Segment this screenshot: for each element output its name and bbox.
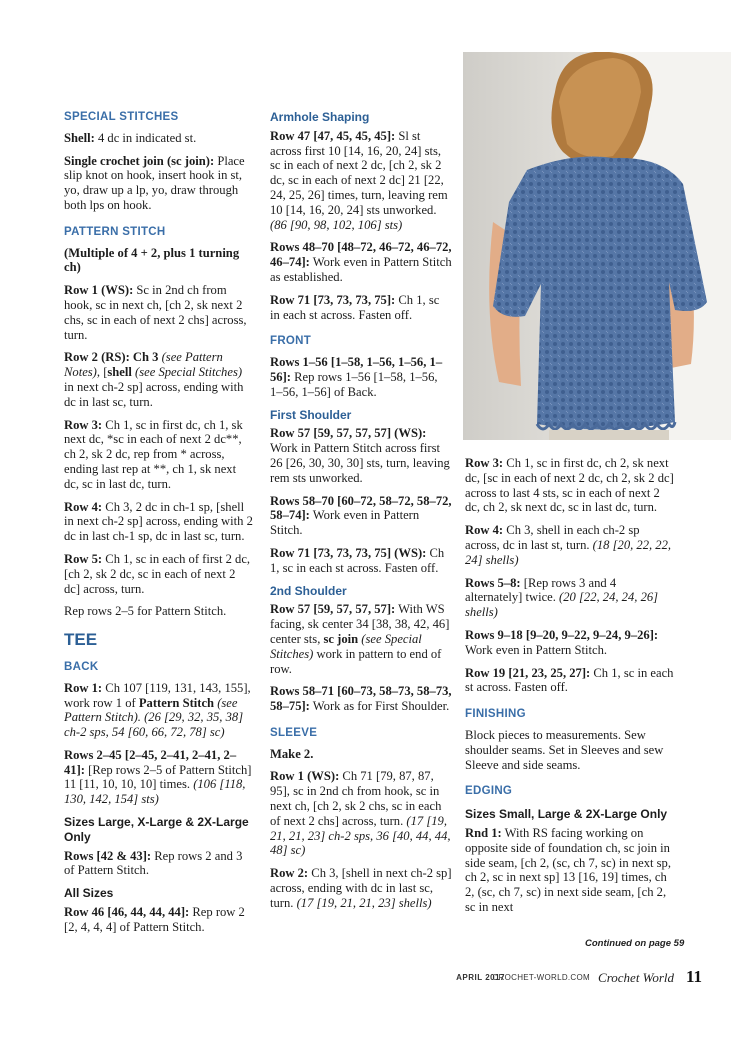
row-note: (20 [22, 24, 24, 26] shells) [465, 590, 659, 620]
back-heading: BACK [64, 660, 99, 673]
edging-sizes-heading: Sizes Small, Large & 2X-Large Only [465, 807, 668, 822]
second-shoulder-rows-58-71 [270, 684, 452, 714]
row-label: Row 4: [465, 523, 504, 538]
sleeve-heading: SLEEVE [270, 726, 318, 739]
sleeve-row-1 [270, 769, 452, 858]
row-text: work in pattern to end of row. [270, 646, 442, 676]
sizes-large-heading: Sizes Large, X-Large & 2X-Large Only [64, 815, 249, 844]
scjoin-text: Place slip knot on hook, insert hook in st, yo, draw up a lp, yo, draw through both lps on hook. [64, 153, 245, 212]
pattern-multiple [64, 246, 254, 276]
pattern-stitch-heading: PATTERN STITCH [64, 225, 166, 238]
row-label: Rows 5–8: [465, 575, 521, 590]
pattern-row-5 [64, 552, 254, 596]
sweater-illustration [463, 52, 731, 440]
row-text: Ch 3, [shell in next ch-2 sp] across, ending with dc in last sc, turn. [270, 866, 452, 910]
pattern-repeat: Rep rows 2–5 for Pattern Stitch. [64, 604, 227, 619]
sleeve-row-4 [465, 523, 675, 567]
row-term: sc join [323, 631, 359, 646]
armhole-row-71 [270, 293, 452, 323]
row-label: Row 2: [270, 866, 309, 881]
row-label: Row 4: [64, 499, 103, 514]
row-label: Rnd 1: [465, 825, 502, 840]
row-label: Row 3: [64, 417, 103, 432]
special-stitches-heading: SPECIAL STITCHES [64, 111, 179, 123]
row-label: Rows 58–71 [60–73, 58–73, 58–73, 58–75]: [270, 684, 452, 714]
row-text: Work even in Pattern Stitch. [270, 508, 420, 538]
sleeve-rows-5-8 [465, 576, 675, 620]
shell-text: 4 dc in indicated st. [94, 130, 197, 145]
row-label: Row 57 [59, 57, 57, 57]: [270, 602, 396, 617]
sleeve-row-19 [465, 666, 675, 696]
row-note: (see Pattern Stitch). (26 [29, 32, 35, 38] ch-2 sps, 54 [60, 66, 72, 78] sc) [64, 695, 244, 740]
row-note: (17 [19, 21, 21, 23] ch-2 sps, 36 [40, 44, 44, 48] sc) [270, 813, 451, 858]
row-label: Rows [42 & 43]: [64, 848, 152, 863]
armhole-heading: Armhole Shaping [270, 110, 370, 124]
row-text: Sc in 2nd ch from hook, sc in next ch, [ch 2, sk next 2 chs, sc in each of next 2 chs] across, turn. [64, 283, 247, 342]
row-label: Row 71 [73, 73, 73, 75]: [270, 292, 396, 307]
row-label: Row 2 (RS): Ch 3 [64, 350, 159, 365]
website: CROCHET-WORLD.COM [492, 973, 590, 982]
row-label: Rows 48–70 [48–72, 46–72, 46–72, 46–74]: [270, 240, 452, 270]
sleeve-make [270, 747, 452, 762]
row-label: Row 1: [64, 680, 103, 695]
sleeve-row-3 [465, 456, 675, 515]
column-1 [64, 106, 254, 943]
back-rows-42-43 [64, 849, 254, 879]
first-shoulder-rows-58-70 [270, 494, 452, 538]
row-note: (106 [118, 130, 142, 154] sts) [64, 777, 246, 807]
row-note: (see Special Stitches) [270, 631, 422, 661]
row-label: Row 47 [47, 45, 45, 45]: [270, 128, 396, 143]
row-label: Row 5: [64, 551, 103, 566]
pattern-row-1 [64, 283, 254, 342]
page-footer [0, 968, 750, 988]
row-label: Row 1 (WS): [64, 283, 134, 298]
row-text: Work as for First Shoulder. [309, 699, 450, 714]
row-label: Row 3: [465, 456, 504, 470]
row-text: Work in Pattern Stitch across first 26 [26, 30, 30, 30] sts, turn, leaving rem sts unworked. [270, 441, 450, 485]
row-text: Ch 1, sc in each st across. Fasten off. [270, 292, 440, 322]
make-text: Make 2. [270, 746, 314, 761]
row-text: Ch 1, sc in each st across. Fasten off. [270, 545, 445, 575]
edging-rnd-1 [465, 826, 675, 915]
row-note: (see Special Stitches) [131, 365, 243, 380]
row-note: (17 [19, 21, 21, 23] shells) [293, 895, 432, 910]
shell-definition [64, 131, 254, 146]
row-text: [Rep rows 2–5 of Pattern Stitch] 11 [11, 10, 10, 10] times. [64, 762, 252, 792]
back-row-1 [64, 681, 254, 740]
row-text: Ch 3, shell in each ch-2 sp across, dc in last st, turn. [465, 523, 640, 552]
row-text: Ch 1, sc in first dc, ch 2, sk next dc, [sc in each of next 2 dc, ch 2, sk 2 dc] across to last 4 sts, sc in each of next 2 dc, ch 2, sk next dc, sc in last dc, turn. [465, 456, 674, 515]
scjoin-term: Single crochet join (sc join): [64, 153, 215, 168]
finishing-heading: FINISHING [465, 708, 526, 721]
row-text: Ch 1, sc in each of first 2 dc, [ch 2, sk 2 dc, sc in each of next 2 dc] across, turn. [64, 551, 251, 596]
page-number: 11 [685, 967, 702, 986]
armhole-row-47 [270, 129, 452, 233]
row-text: With RS facing working on opposite side of foundation ch, sc join in side seam, [ch 2, (sc, ch 7, sc) in next sp, ch 2, sc in next sp] 13 [16, 19] times, ch 2, (sc, ch 7, sc) in next side seam, [ch 2, sc in next [465, 825, 671, 914]
row-label: Row 46 [46, 44, 44, 44]: [64, 905, 190, 920]
row-text: [Rep rows 3 and 4 alternately] twice. [465, 575, 617, 605]
first-shoulder-row-71 [270, 546, 452, 576]
continued-note: Continued on page 59 [585, 938, 685, 949]
front-heading: FRONT [270, 335, 312, 348]
row-text: Ch 3, 2 dc in ch-1 sp, [shell in next ch-2 sp] across, ending with 2 dc in last ch-1 sp, dc in last sc, turn. [64, 499, 253, 544]
row-label: Rows 58–70 [60–72, 58–72, 58–72, 58–74]: [270, 493, 452, 523]
row-text: in next ch-2 sp] across, ending with dc in last sc, turn. [64, 379, 244, 409]
row-text: With WS facing, sk center 34 [38, 38, 42, 46] center sts, [270, 602, 450, 646]
row-note: (18 [20, 22, 22, 24] shells) [465, 537, 672, 567]
row-term: shell [107, 365, 132, 380]
front-rows-1-56 [270, 355, 452, 399]
row-text: Ch 1, sc in first dc, ch 1, sk next dc, *sc in each of next 2 dc**, ch 2, sk 2 dc, rep from * across, ending last rep at **, ch 1, sk next dc, sc in last dc, turn. [64, 417, 243, 491]
row-note: (see Pattern Notes) [64, 350, 223, 380]
row-text: Work even in Pattern Stitch. [465, 642, 608, 657]
pattern-row-3 [64, 418, 254, 492]
pattern-row-2 [64, 350, 254, 409]
row-text: Ch 107 [119, 131, 143, 155], work row 1 of [64, 680, 251, 710]
all-sizes-heading: All Sizes [64, 886, 114, 901]
row-term: Pattern Stitch [138, 695, 215, 710]
column-3 [465, 456, 675, 923]
second-shoulder-heading: 2nd Shoulder [270, 583, 347, 598]
back-row-46 [64, 905, 254, 935]
tee-title: TEE [64, 630, 98, 650]
row-label: Row 57 [59, 57, 57, 57] (WS): [270, 426, 427, 441]
armhole-rows-48-70 [270, 240, 452, 284]
row-text: Ch 1, sc in each st across. Fasten off. [465, 665, 674, 695]
column-2 [270, 106, 452, 919]
second-shoulder-row-57 [270, 602, 452, 676]
back-rows-2-45 [64, 748, 254, 807]
model-photo [463, 52, 731, 440]
row-label: Row 71 [73, 73, 73, 75] (WS): [270, 545, 427, 560]
row-text: Rep rows 2 and 3 of Pattern Stitch. [64, 848, 243, 878]
pattern-multiple-text: (Multiple of 4 + 2, plus 1 turning ch) [64, 245, 240, 275]
sleeve-row-2 [270, 866, 452, 910]
row-label: Rows 2–45 [2–45, 2–41, 2–41, 2–41]: [64, 747, 237, 777]
row-label: Row 19 [21, 23, 25, 27]: [465, 665, 591, 680]
first-shoulder-heading: First Shoulder [270, 407, 352, 422]
edging-heading: EDGING [465, 785, 513, 798]
row-text: Rep rows 1–56 [1–58, 1–56, 1–56, 1–56] of Back. [270, 369, 438, 399]
row-text: Work even in Pattern Stitch as established. [270, 255, 452, 284]
finishing-text: Block pieces to measurements. Sew shoulder seams. Set in Sleeves and sew Sleeve and side seams. [465, 727, 664, 772]
row-label: Rows 1–56 [1–58, 1–56, 1–56, 1–56]: [270, 355, 443, 384]
row-text: Sl st across first 10 [14, 16, 20, 24] sts, sc in each of next 2 dc, [ch 2, sk 2 dc, sc in each of next 2 dc] 21 [22, 24, 25, 26] times, turn, leaving rem 10 [14, 16, 20, 24] sts unworked. [270, 128, 448, 217]
magazine-name: Crochet World [598, 970, 674, 985]
issue-date: APRIL 2017 [456, 973, 505, 982]
pattern-row-4 [64, 500, 254, 544]
scjoin-definition [64, 154, 254, 213]
shell-term: Shell: [64, 130, 95, 145]
row-text: Rep row 2 [2, 4, 4, 4] of Pattern Stitch. [64, 905, 245, 934]
row-note: (86 [90, 98, 102, 106] sts) [270, 217, 403, 232]
row-text: , [ [96, 365, 108, 380]
sleeve-rows-9-18 [465, 628, 675, 658]
row-label: Rows 9–18 [9–20, 9–22, 9–24, 9–26]: [465, 627, 659, 642]
first-shoulder-row-57 [270, 426, 452, 485]
row-text: Ch 71 [79, 87, 87, 95], sc in 2nd ch from hook, sc in next ch, [ch 2, sk 2 chs, sc in each of next 2 chs] across, turn. [270, 769, 442, 828]
row-label: Row 1 (WS): [270, 769, 340, 784]
